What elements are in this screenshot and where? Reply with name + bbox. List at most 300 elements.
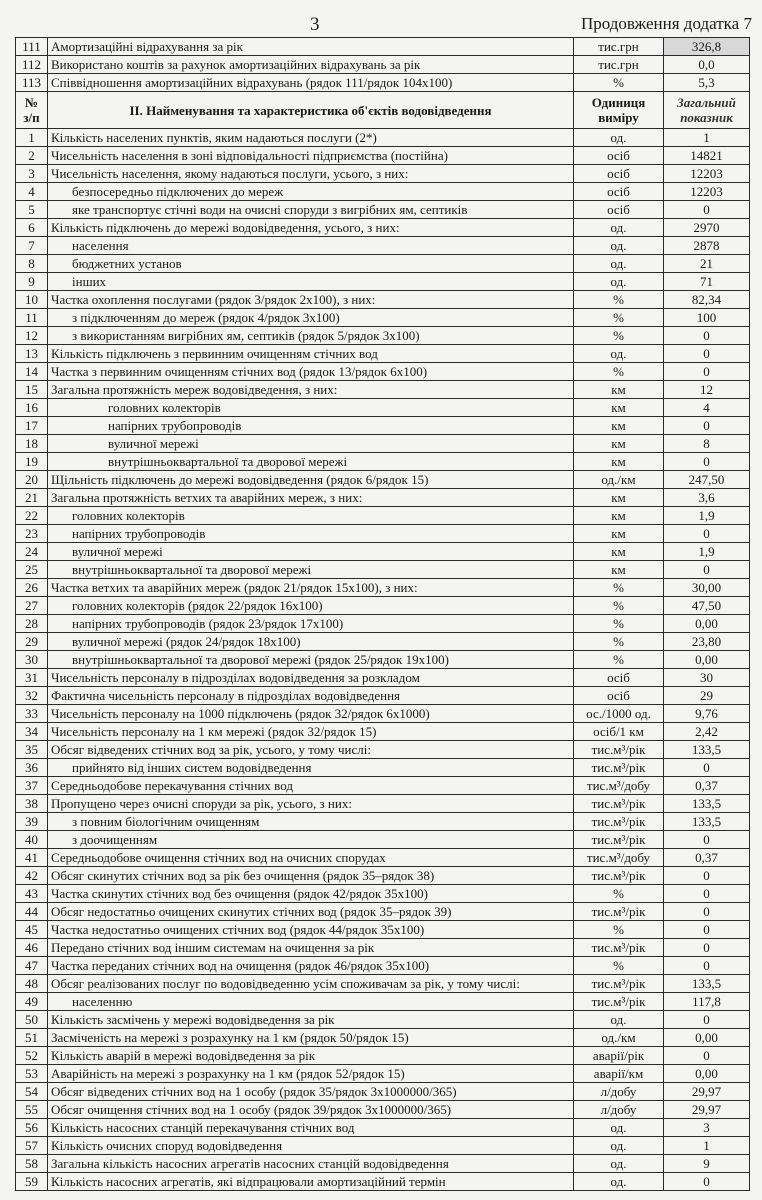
row-unit: од. — [574, 219, 664, 237]
row-number: 11 — [16, 309, 48, 327]
table-row — [16, 543, 750, 561]
row-number: 42 — [16, 867, 48, 885]
row-name: внутрішньоквартальної та дворової мережі (рядок 25/рядок 19х100) — [48, 651, 574, 669]
row-name: Використано коштів за рахунок амортизаційних відрахувань за рік — [48, 56, 574, 74]
row-name: Чисельність персоналу на 1 км мережі (рядок 32/рядок 15) — [48, 723, 574, 741]
row-number: 13 — [16, 345, 48, 363]
row-value: 133,5 — [664, 741, 750, 759]
row-name: Обсяг скинутих стічних вод за рік без очищення (рядок 35–рядок 38) — [48, 867, 574, 885]
row-unit: од. — [574, 345, 664, 363]
row-unit: % — [574, 615, 664, 633]
table-row — [16, 975, 750, 993]
table-row — [16, 309, 750, 327]
row-number: 36 — [16, 759, 48, 777]
row-unit: од. — [574, 1119, 664, 1137]
row-name: з повним біологічним очищенням — [48, 813, 574, 831]
row-name: Обсяг відведених стічних вод на 1 особу (рядок 35/рядок 3х1000000/365) — [48, 1083, 574, 1101]
row-unit: км — [574, 561, 664, 579]
row-number: 51 — [16, 1029, 48, 1047]
row-number: 54 — [16, 1083, 48, 1101]
row-value: 0 — [664, 1047, 750, 1065]
row-name: Обсяг очищення стічних вод на 1 особу (рядок 39/рядок 3х1000000/365) — [48, 1101, 574, 1119]
row-unit: % — [574, 885, 664, 903]
row-name: Частка охоплення послугами (рядок 3/рядок 2х100), з них: — [48, 291, 574, 309]
row-name: Фактична чисельність персоналу в підрозділах водовідведення — [48, 687, 574, 705]
row-value: 326,8 — [664, 38, 750, 56]
table-row — [16, 1119, 750, 1137]
row-number: 16 — [16, 399, 48, 417]
row-name: Частка з первинним очищенням стічних вод (рядок 13/рядок 6х100) — [48, 363, 574, 381]
row-unit: од. — [574, 129, 664, 147]
row-value: 8 — [664, 435, 750, 453]
table-row — [16, 453, 750, 471]
table-row — [16, 723, 750, 741]
row-name: Чисельність персоналу на 1000 підключень (рядок 32/рядок 6х1000) — [48, 705, 574, 723]
row-value: 0 — [664, 417, 750, 435]
row-unit: км — [574, 417, 664, 435]
row-unit: ос./1000 од. — [574, 705, 664, 723]
row-value: 29 — [664, 687, 750, 705]
row-number: 15 — [16, 381, 48, 399]
row-value: 0 — [664, 921, 750, 939]
row-number: 12 — [16, 327, 48, 345]
row-name: вуличної мережі — [48, 543, 574, 561]
row-number: 9 — [16, 273, 48, 291]
row-value: 0 — [664, 759, 750, 777]
row-number: 44 — [16, 903, 48, 921]
table-row — [16, 525, 750, 543]
table-row — [16, 921, 750, 939]
table-row — [16, 795, 750, 813]
row-value: 12 — [664, 381, 750, 399]
row-number: 29 — [16, 633, 48, 651]
row-number: 32 — [16, 687, 48, 705]
row-value: 117,8 — [664, 993, 750, 1011]
row-number: 43 — [16, 885, 48, 903]
row-value: 47,50 — [664, 597, 750, 615]
row-value: 2,42 — [664, 723, 750, 741]
row-unit: км — [574, 453, 664, 471]
row-value: 0 — [664, 453, 750, 471]
row-value: 0 — [664, 525, 750, 543]
row-unit: тис.м³/рік — [574, 993, 664, 1011]
row-name: вуличної мережі (рядок 24/рядок 18х100) — [48, 633, 574, 651]
table-row — [16, 1011, 750, 1029]
row-number: 52 — [16, 1047, 48, 1065]
row-number: 35 — [16, 741, 48, 759]
table-row — [16, 74, 750, 92]
row-unit: % — [574, 327, 664, 345]
row-value: 71 — [664, 273, 750, 291]
row-name: Частка переданих стічних вод на очищення (рядок 46/рядок 35х100) — [48, 957, 574, 975]
row-name: інших — [48, 273, 574, 291]
row-name: напірних трубопроводів — [48, 525, 574, 543]
row-name: головних колекторів — [48, 507, 574, 525]
row-unit: осіб — [574, 165, 664, 183]
row-unit: % — [574, 651, 664, 669]
row-unit: % — [574, 579, 664, 597]
table-row — [16, 1083, 750, 1101]
table-row — [16, 669, 750, 687]
table-row — [16, 129, 750, 147]
row-value: 0 — [664, 201, 750, 219]
row-value: 12203 — [664, 165, 750, 183]
row-unit: тис.м³/рік — [574, 903, 664, 921]
header-value: Загальний показник — [664, 92, 750, 129]
table-row — [16, 417, 750, 435]
table-row — [16, 399, 750, 417]
table-row — [16, 201, 750, 219]
row-name: головних колекторів — [48, 399, 574, 417]
row-number: 33 — [16, 705, 48, 723]
row-number: 10 — [16, 291, 48, 309]
table-row — [16, 237, 750, 255]
row-number: 14 — [16, 363, 48, 381]
row-unit: км — [574, 399, 664, 417]
row-value: 0,00 — [664, 651, 750, 669]
row-name: Частка ветхих та аварійних мереж (рядок 21/рядок 15х100), з них: — [48, 579, 574, 597]
row-unit: од. — [574, 1137, 664, 1155]
header-num: № з/п — [16, 92, 48, 129]
row-unit: тис.м³/рік — [574, 975, 664, 993]
row-value: 30,00 — [664, 579, 750, 597]
row-number: 27 — [16, 597, 48, 615]
row-number: 113 — [16, 74, 48, 92]
row-value: 0 — [664, 327, 750, 345]
table-row — [16, 993, 750, 1011]
row-value: 82,34 — [664, 291, 750, 309]
row-name: з використанням вигрібних ям, септиків (рядок 5/рядок 3х100) — [48, 327, 574, 345]
row-unit: од./км — [574, 1029, 664, 1047]
row-value: 0,0 — [664, 56, 750, 74]
row-name: Загальна протяжність мереж водовідведення, з них: — [48, 381, 574, 399]
row-number: 5 — [16, 201, 48, 219]
row-number: 111 — [16, 38, 48, 56]
row-unit: км — [574, 489, 664, 507]
row-value: 0 — [664, 363, 750, 381]
table-row — [16, 597, 750, 615]
row-number: 20 — [16, 471, 48, 489]
table-row — [16, 777, 750, 795]
row-unit: % — [574, 633, 664, 651]
row-number: 38 — [16, 795, 48, 813]
row-unit: тис.м³/рік — [574, 813, 664, 831]
row-value: 247,50 — [664, 471, 750, 489]
table-row — [16, 939, 750, 957]
row-unit: од. — [574, 1011, 664, 1029]
row-value: 0 — [664, 831, 750, 849]
row-unit: од. — [574, 255, 664, 273]
row-value: 0 — [664, 957, 750, 975]
row-name: Кількість підключень з первинним очищенням стічних вод — [48, 345, 574, 363]
continuation-label: Продовження додатка 7 — [581, 14, 752, 33]
header-row — [16, 92, 750, 129]
row-name: Кількість підключень до мережі водовідведення, усього, з них: — [48, 219, 574, 237]
row-number: 22 — [16, 507, 48, 525]
row-name: з підключенням до мереж (рядок 4/рядок 3х100) — [48, 309, 574, 327]
table-row — [16, 345, 750, 363]
row-name: Загальна кількість насосних агрегатів насосних станцій водовідведення — [48, 1155, 574, 1173]
row-unit: од. — [574, 237, 664, 255]
table-row — [16, 327, 750, 345]
row-unit: % — [574, 74, 664, 92]
table-row — [16, 903, 750, 921]
row-unit: % — [574, 957, 664, 975]
row-value: 0 — [664, 903, 750, 921]
row-unit: % — [574, 291, 664, 309]
table-row — [16, 1065, 750, 1083]
row-value: 3 — [664, 1119, 750, 1137]
row-unit: % — [574, 309, 664, 327]
table-row — [16, 255, 750, 273]
table-row — [16, 741, 750, 759]
row-value: 0,00 — [664, 1029, 750, 1047]
row-number: 48 — [16, 975, 48, 993]
row-unit: л/добу — [574, 1083, 664, 1101]
row-unit: осіб/1 км — [574, 723, 664, 741]
row-number: 57 — [16, 1137, 48, 1155]
row-unit: тис.м³/рік — [574, 831, 664, 849]
row-number: 45 — [16, 921, 48, 939]
row-name: Пропущено через очисні споруди за рік, усього, з них: — [48, 795, 574, 813]
row-name: прийнято від інших систем водовідведення — [48, 759, 574, 777]
top-rows-body — [16, 38, 750, 92]
row-value: 23,80 — [664, 633, 750, 651]
table-row — [16, 489, 750, 507]
table-row — [16, 579, 750, 597]
row-value: 100 — [664, 309, 750, 327]
row-name: Співвідношення амортизаційних відрахувань (рядок 111/рядок 104х100) — [48, 74, 574, 92]
table-row — [16, 831, 750, 849]
row-name: яке транспортує стічні води на очисні споруди з вигрібних ям, септиків — [48, 201, 574, 219]
table-row — [16, 957, 750, 975]
table-row — [16, 867, 750, 885]
row-unit: л/добу — [574, 1101, 664, 1119]
row-unit: км — [574, 507, 664, 525]
table-row — [16, 1029, 750, 1047]
table-row — [16, 885, 750, 903]
row-number: 23 — [16, 525, 48, 543]
row-number: 17 — [16, 417, 48, 435]
row-unit: % — [574, 363, 664, 381]
row-value: 133,5 — [664, 795, 750, 813]
row-number: 50 — [16, 1011, 48, 1029]
row-value: 0,37 — [664, 777, 750, 795]
row-unit: аварії/км — [574, 1065, 664, 1083]
row-value: 3,6 — [664, 489, 750, 507]
row-name: Кількість засмічень у мережі водовідведення за рік — [48, 1011, 574, 1029]
row-name: Загальна протяжність ветхих та аварійних мереж, з них: — [48, 489, 574, 507]
row-unit: осіб — [574, 201, 664, 219]
row-value: 0 — [664, 885, 750, 903]
table-row — [16, 56, 750, 74]
row-unit: тис.м³/рік — [574, 795, 664, 813]
row-name: внутрішньоквартальної та дворової мережі — [48, 561, 574, 579]
row-number: 24 — [16, 543, 48, 561]
row-name: Чисельність персоналу в підрозділах водовідведення за розкладом — [48, 669, 574, 687]
row-unit: од. — [574, 1173, 664, 1191]
row-value: 29,97 — [664, 1101, 750, 1119]
row-unit: % — [574, 597, 664, 615]
row-number: 25 — [16, 561, 48, 579]
row-unit: тис.м³/добу — [574, 777, 664, 795]
table-row — [16, 507, 750, 525]
row-number: 40 — [16, 831, 48, 849]
row-unit: км — [574, 543, 664, 561]
row-unit: тис.м³/рік — [574, 867, 664, 885]
row-name: Обсяг відведених стічних вод за рік, усього, у тому числі: — [48, 741, 574, 759]
table-row — [16, 165, 750, 183]
row-unit: од./км — [574, 471, 664, 489]
row-name: Кількість насосних агрегатів, які відпрацювали амортизаційний термін — [48, 1173, 574, 1191]
row-value: 0 — [664, 561, 750, 579]
row-value: 1 — [664, 1137, 750, 1155]
row-unit: тис.м³/рік — [574, 741, 664, 759]
row-number: 46 — [16, 939, 48, 957]
table-row — [16, 435, 750, 453]
row-unit: од. — [574, 273, 664, 291]
row-value: 4 — [664, 399, 750, 417]
row-name: Амортизаційні відрахування за рік — [48, 38, 574, 56]
row-number: 49 — [16, 993, 48, 1011]
row-unit: осіб — [574, 183, 664, 201]
row-value: 133,5 — [664, 975, 750, 993]
row-name: Чисельність населення, якому надаються послуги, усього, з них: — [48, 165, 574, 183]
table-row — [16, 1101, 750, 1119]
row-value: 14821 — [664, 147, 750, 165]
row-name: напірних трубопроводів — [48, 417, 574, 435]
row-number: 37 — [16, 777, 48, 795]
row-unit: осіб — [574, 669, 664, 687]
row-number: 53 — [16, 1065, 48, 1083]
row-unit: од. — [574, 1155, 664, 1173]
row-name: Кількість очисних споруд водовідведення — [48, 1137, 574, 1155]
row-number: 59 — [16, 1173, 48, 1191]
row-number: 30 — [16, 651, 48, 669]
row-unit: км — [574, 435, 664, 453]
row-name: Частка скинутих стічних вод без очищення (рядок 42/рядок 35х100) — [48, 885, 574, 903]
row-value: 21 — [664, 255, 750, 273]
row-value: 1 — [664, 129, 750, 147]
row-name: Передано стічних вод іншим системам на очищення за рік — [48, 939, 574, 957]
row-value: 0 — [664, 1011, 750, 1029]
row-unit: тис.м³/рік — [574, 939, 664, 957]
row-number: 56 — [16, 1119, 48, 1137]
row-name: головних колекторів (рядок 22/рядок 16х100) — [48, 597, 574, 615]
row-value: 0,37 — [664, 849, 750, 867]
table-row — [16, 1155, 750, 1173]
row-name: напірних трубопроводів (рядок 23/рядок 17х100) — [48, 615, 574, 633]
table-row — [16, 38, 750, 56]
row-name: Кількість населених пунктів, яким надаються послуги (2*) — [48, 129, 574, 147]
row-value: 9,76 — [664, 705, 750, 723]
table-row — [16, 849, 750, 867]
row-number: 21 — [16, 489, 48, 507]
row-number: 34 — [16, 723, 48, 741]
table-row — [16, 219, 750, 237]
row-number: 28 — [16, 615, 48, 633]
row-unit: тис.грн — [574, 56, 664, 74]
row-name: безпосередньо підключених до мереж — [48, 183, 574, 201]
row-unit: аварії/рік — [574, 1047, 664, 1065]
table-row — [16, 759, 750, 777]
row-number: 4 — [16, 183, 48, 201]
table-row — [16, 291, 750, 309]
table-row — [16, 687, 750, 705]
row-value: 1,9 — [664, 507, 750, 525]
row-unit: осіб — [574, 687, 664, 705]
section-header — [16, 92, 750, 129]
row-unit: тис.грн — [574, 38, 664, 56]
row-name: Кількість аварій в мережі водовідведення за рік — [48, 1047, 574, 1065]
row-value: 0 — [664, 939, 750, 957]
row-value: 2878 — [664, 237, 750, 255]
table-row — [16, 1047, 750, 1065]
row-unit: осіб — [574, 147, 664, 165]
row-name: населення — [48, 237, 574, 255]
row-value: 0 — [664, 345, 750, 363]
table-row — [16, 1173, 750, 1191]
row-number: 8 — [16, 255, 48, 273]
row-value: 0,00 — [664, 1065, 750, 1083]
row-number: 41 — [16, 849, 48, 867]
row-name: вуличної мережі — [48, 435, 574, 453]
row-name: Середньодобове очищення стічних вод на очисних спорудах — [48, 849, 574, 867]
row-unit: км — [574, 381, 664, 399]
row-number: 112 — [16, 56, 48, 74]
row-value: 1,9 — [664, 543, 750, 561]
row-number: 26 — [16, 579, 48, 597]
row-value: 0,00 — [664, 615, 750, 633]
row-unit: % — [574, 921, 664, 939]
row-name: внутрішньоквартальної та дворової мережі — [48, 453, 574, 471]
table-row — [16, 651, 750, 669]
table-row — [16, 183, 750, 201]
row-number: 55 — [16, 1101, 48, 1119]
row-name: Засміченість на мережі з розрахунку на 1 км (рядок 50/рядок 15) — [48, 1029, 574, 1047]
row-number: 18 — [16, 435, 48, 453]
table-row — [16, 363, 750, 381]
row-name: населенню — [48, 993, 574, 1011]
row-value: 0 — [664, 867, 750, 885]
table-row — [16, 381, 750, 399]
header-section-title: ІІ. Найменування та характеристика об'єктів водовідведення — [48, 92, 574, 129]
data-table — [15, 37, 750, 1191]
row-number: 1 — [16, 129, 48, 147]
table-row — [16, 273, 750, 291]
table-row — [16, 615, 750, 633]
row-name: Частка недостатньо очищених стічних вод (рядок 44/рядок 35х100) — [48, 921, 574, 939]
row-name: Аварійність на мережі з розрахунку на 1 км (рядок 52/рядок 15) — [48, 1065, 574, 1083]
row-number: 39 — [16, 813, 48, 831]
row-number: 7 — [16, 237, 48, 255]
row-name: з доочищенням — [48, 831, 574, 849]
row-unit: тис.м³/рік — [574, 759, 664, 777]
row-number: 2 — [16, 147, 48, 165]
row-name: Середньодобове перекачування стічних вод — [48, 777, 574, 795]
row-number: 3 — [16, 165, 48, 183]
row-name: Чисельність населення в зоні відповідальності підприємства (постійна) — [48, 147, 574, 165]
table-row — [16, 633, 750, 651]
page-number: 3 — [310, 14, 320, 35]
row-value: 9 — [664, 1155, 750, 1173]
table-row — [16, 1137, 750, 1155]
row-number: 47 — [16, 957, 48, 975]
table-row — [16, 561, 750, 579]
main-rows-body — [16, 129, 750, 1191]
row-number: 6 — [16, 219, 48, 237]
row-value: 29,97 — [664, 1083, 750, 1101]
